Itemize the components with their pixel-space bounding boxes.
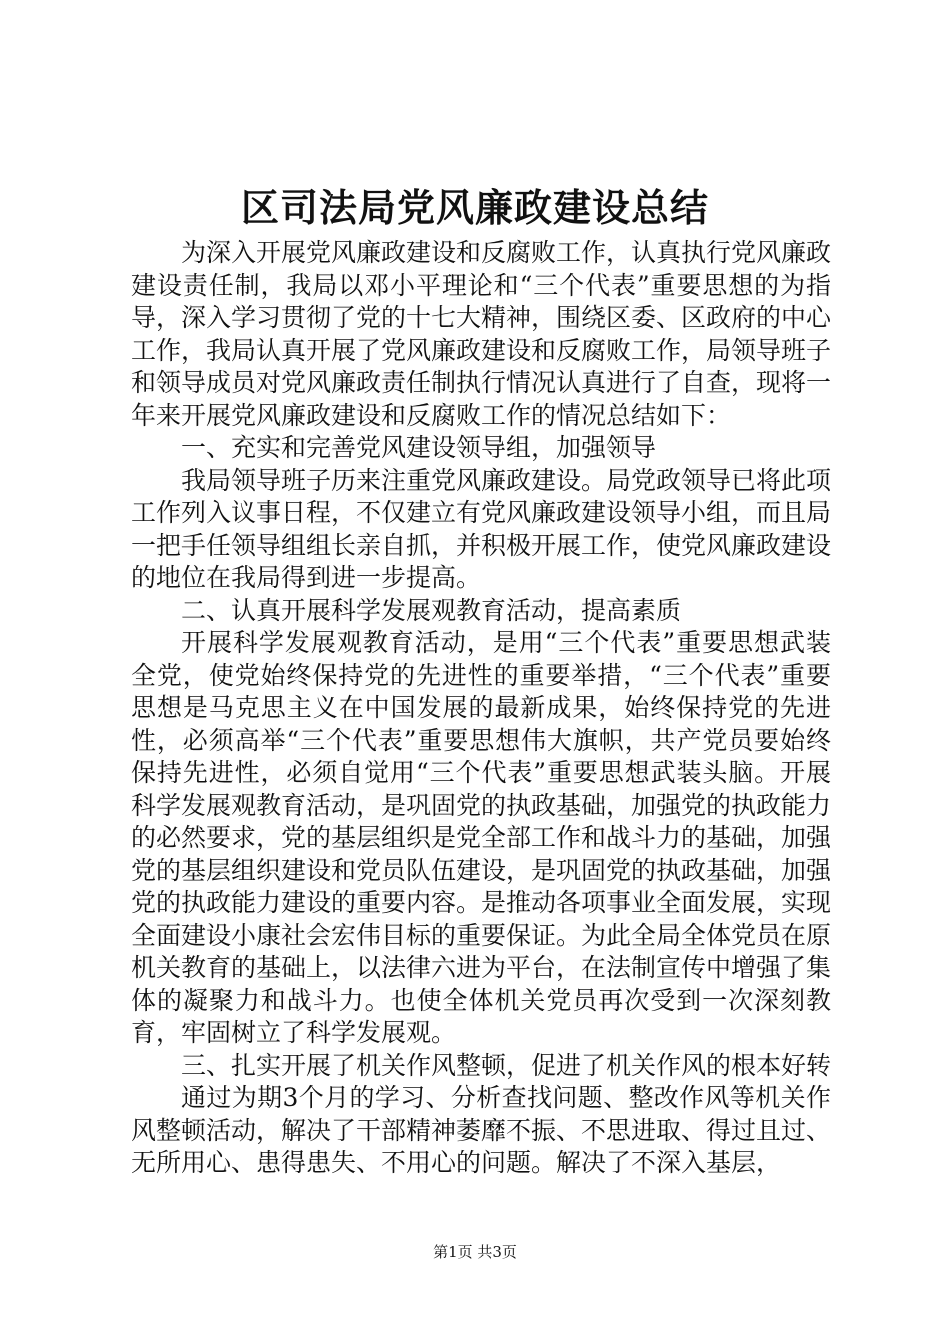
section-2-paragraph: 开展科学发展观教育活动，是用“三个代表”重要思想武装全党，使党始终保持党的先进性的重要举措，“三个代表”重要思想是马克思主义在中国发展的最新成果，始终保持党的先进性，必须高举“三个代表”重要思想伟大旗帜，共产党员要始终保持先进性，必须自觉用“三个代表”重要思想武装头脑。开展科学发展观教育活动，是巩固党的执政基础，加强党的执政能力的必然要求，党的基层组织是党全部工作和战斗力的基础，加强党的基层组织建设和党员队伍建设，是巩固党的执政基础，加强党的执政能力建设的重要内容。是推动各项事业全面发展，实现全面建设小康社会宏伟目标的重要保证。为此全局全体党员在原机关教育的基础上，以法律六进为平台，在法制宣传中增强了集体的凝聚力和战斗力。也使全体机关党员再次受到一次深刻教育，牢固树立了科学发展观。 xyxy=(131,628,832,1047)
section-heading-1: 一、充实和完善党风建设领导组，加强领导 xyxy=(181,433,657,462)
section-1-paragraph: 我局领导班子历来注重党风廉政建设。局党政领导已将此项工作列入议事日程，不仅建立有党风廉政建设领导小组，而且局一把手任领导组组长亲自抓，并积极开展工作，使党风廉政建设的地位在我局得到进一步提高。 xyxy=(131,465,832,592)
section-heading-3: 三、扎实开展了机关作风整顿，促进了机关作风的根本好转 xyxy=(181,1050,832,1080)
document-body xyxy=(131,237,831,1180)
intro-paragraph: 为深入开展党风廉政建设和反腐败工作，认真执行党风廉政建设责任制，我局以邓小平理论和“三个代表”重要思想的为指导，深入学习贯彻了党的十七大精神，围绕区委、区政府的中心工作，我局认真开展了党风廉政建设和反腐败工作，局领导班子和领导成员对党风廉政责任制执行情况认真进行了自查，现将一年来开展党风廉政建设和反腐败工作的情况总结如下： xyxy=(131,238,832,430)
document-title: 区司法局党风廉政建设总结 xyxy=(240,185,709,230)
section-heading-2: 二、认真开展科学发展观教育活动，提高素质 xyxy=(181,595,682,625)
page-footer: 第1页 共3页 xyxy=(433,1243,517,1261)
section-3-paragraph: 通过为期3个月的学习、分析查找问题、整改作风等机关作风整顿活动，解决了干部精神萎靡不振、不思进取、得过且过、无所用心、患得患失、不用心的问题。解决了不深入基层， xyxy=(131,1083,832,1177)
